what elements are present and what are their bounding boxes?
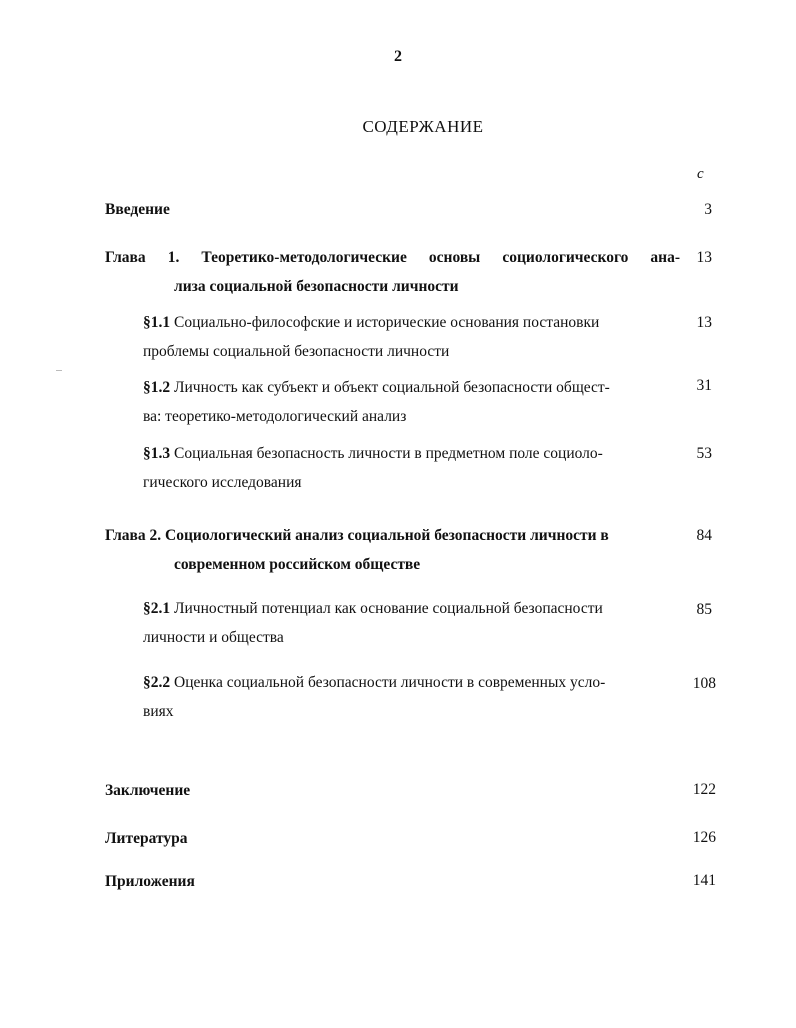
toc-page-chapter-1: 13: [696, 249, 712, 266]
toc-section-1-3-number: §1.3: [143, 445, 171, 462]
page-column-label: с: [697, 166, 704, 182]
toc-entry-conclusion: Заключение: [105, 782, 191, 799]
toc-chapter-1-line1: Глава 1. Теоретико-методологические основы социологического ана-: [105, 249, 680, 266]
toc-section-2-2-number: §2.2: [143, 674, 171, 691]
toc-page-section-1-3: 53: [696, 445, 712, 462]
toc-entry-appendices: Приложения: [105, 873, 195, 890]
toc-section-1-2-line2: ва: теоретико-методологический анализ: [143, 408, 407, 425]
toc-entry-literature: Литература: [105, 830, 188, 847]
toc-page-conclusion: 122: [692, 781, 716, 798]
toc-page-section-1-1: 13: [696, 314, 712, 331]
toc-chapter-2-line2: современном российском обществе: [174, 556, 421, 573]
toc-chapter-1-line2: лиза социальной безопасности личности: [174, 278, 459, 295]
toc-chapter-2-line1: Глава 2. Социологический анализ социальной безопасности личности в: [105, 527, 609, 544]
toc-section-2-1-number: §2.1: [143, 600, 171, 617]
toc-section-1-2-number: §1.2: [143, 379, 171, 396]
page-number: 2: [394, 48, 402, 65]
toc-page-section-2-1: 85: [696, 601, 712, 618]
toc-section-1-3-text: Социальная безопасность личности в предметном поле социоло-: [174, 445, 603, 462]
toc-page-chapter-2: 84: [696, 527, 712, 544]
toc-section-2-2-line2: виях: [143, 703, 174, 720]
scan-mark: [56, 370, 62, 371]
toc-page-section-1-2: 31: [696, 377, 712, 394]
toc-section-2-2-text: Оценка социальной безопасности личности в современных усло-: [174, 674, 606, 691]
toc-section-1-1-text: Социально-философские и исторические основания постановки: [174, 314, 600, 331]
toc-entry-intro: Введение: [105, 201, 170, 218]
toc-page-section-2-2: 108: [692, 675, 716, 692]
toc-section-1-3-line1: [143, 444, 603, 464]
toc-section-2-1-text: Личностный потенциал как основание социальной безопасности: [174, 600, 603, 617]
contents-title: СОДЕРЖАНИЕ: [362, 117, 484, 136]
toc-page-intro: 3: [704, 201, 712, 218]
toc-section-1-2-line1: [143, 378, 610, 398]
toc-section-1-1-line2: проблемы социальной безопасности личности: [143, 343, 450, 360]
toc-section-1-2-text: Личность как субъект и объект социальной безопасности общест-: [174, 379, 610, 396]
toc-section-2-1-line2: личности и общества: [143, 629, 284, 646]
toc-section-2-2-line1: [143, 673, 605, 693]
toc-section-1-3-line2: гического исследования: [143, 474, 302, 491]
toc-section-1-1-number: §1.1: [143, 314, 171, 331]
toc-page-appendices: 141: [692, 872, 716, 889]
toc-section-1-1-line1: [143, 313, 680, 333]
toc-page-literature: 126: [692, 829, 716, 846]
toc-section-2-1-line1: [143, 599, 603, 619]
